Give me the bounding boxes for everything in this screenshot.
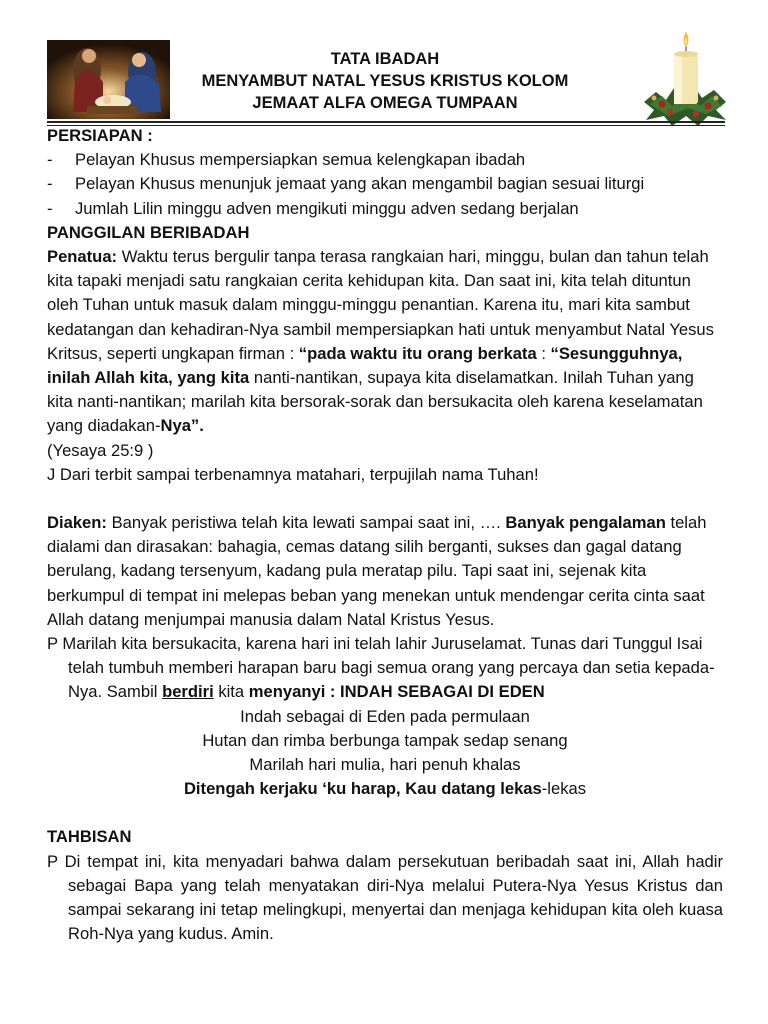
song-line: Marilah hari mulia, hari penuh khalas bbox=[249, 755, 521, 775]
penatua-paragraph: Penatua: Waktu terus bergulir tanpa terasa rangkaian hari, minggu, bulan dan tahun telah kita tapaki menjadi satu rangkaian cerita kehidupan kita. Dan saat ini, kita telah dituntun oleh Tuhan untuk masuk dalam minggu-minggu penantian. Karena itu, mari kita sambut kedatangan dan kehadiran-Nya sambil mempersiapkan hati untuk menyambut Natal Yesus Kritsus, seperti ungkapan firman : “pada waktu itu orang berkata : “Sesungguhnya, inilah Allah kita, yang kita nanti-nantikan, supaya kita diselamatkan. Inilah Tuhan yang kita nanti-nantikan; marilah kita bersorak-sorak dan bersukacita oleh karena keselamatan yang diadakan-Nya”. bbox=[47, 247, 714, 436]
song-line: Ditengah kerjaku ‘ku harap, Kau datang lekas-lekas bbox=[183, 779, 587, 799]
list-item: - Jumlah Lilin minggu adven mengikuti minggu adven sedang berjalan bbox=[47, 198, 579, 218]
document-body bbox=[47, 124, 723, 947]
speaker-label: Diaken: bbox=[47, 513, 107, 533]
song-line: Indah sebagai di Eden pada permulaan bbox=[240, 706, 530, 726]
speaker-label: Penatua: bbox=[47, 247, 118, 267]
page-header bbox=[0, 0, 768, 126]
song-lyrics bbox=[47, 705, 723, 802]
document-title bbox=[170, 48, 600, 114]
title-line-3: JEMAAT ALFA OMEGA TUMPAAN bbox=[252, 94, 518, 112]
advent-candle-image bbox=[636, 30, 734, 128]
header-rule-thick bbox=[47, 121, 725, 123]
list-item: - Pelayan Khusus mempersiapkan semua kelengkapan ibadah bbox=[47, 150, 526, 170]
title-line-2: MENYAMBUT NATAL YESUS KRISTUS KOLOM bbox=[201, 72, 569, 90]
section-heading-persiapan: PERSIAPAN : bbox=[47, 126, 153, 145]
congregation-response: J Dari terbit sampai terbenamnya matahari, terpujilah nama Tuhan! bbox=[47, 464, 539, 484]
persiapan-list bbox=[47, 148, 723, 221]
section-heading-tahbisan: TAHBISAN bbox=[47, 827, 132, 847]
scripture-reference: (Yesaya 25:9 ) bbox=[47, 440, 154, 460]
song-line: Hutan dan rimba berbunga tampak sedap senang bbox=[202, 730, 568, 750]
tahbisan-paragraph: P Di tempat ini, kita menyadari bahwa dalam persekutuan beribadah saat ini, Allah hadir sebagai Bapa yang telah menyatakan diri-Nya melalui Putera-Nya Yesus Kristus dan sampai sekarang ini tetap melingkupi, menyertai dan menjaga kehidupan kita oleh kuasa Roh-Nya yang kudus. Amin. bbox=[47, 851, 723, 944]
list-item: - Pelayan Khusus menunjuk jemaat yang akan mengambil bagian sesuai liturgi bbox=[47, 174, 645, 194]
section-heading-panggilan: PANGGILAN BERIBADAH bbox=[47, 222, 250, 242]
diaken-paragraph: Diaken: Banyak peristiwa telah kita lewati sampai saat ini, …. Banyak pengalaman telah dialami dan dirasakan: bahagia, cemas datang silih berganti, sukses dan gagal datang berulang, kadang tersenyum, kadang pula meratap pilu. Tapi saat ini, sejenak kita berkumpul di tempat ini melepas beban yang menekan untuk mendengar cerita cinta saat Allah datang menjumpai manusia dalam Natal Kristus Yesus. bbox=[47, 513, 707, 629]
pastor-paragraph: P Marilah kita bersukacita, karena hari ini telah lahir Juruselamat. Tunas dari Tunggul Isai telah tumbuh memberi harapan baru bagi semua orang yang percaya dan setia kepada-Nya. Sambil berdiri kita menyanyi : INDAH SEBAGAI DI EDEN bbox=[47, 634, 715, 702]
nativity-image bbox=[47, 40, 170, 119]
title-line-1: TATA IBADAH bbox=[330, 50, 440, 68]
